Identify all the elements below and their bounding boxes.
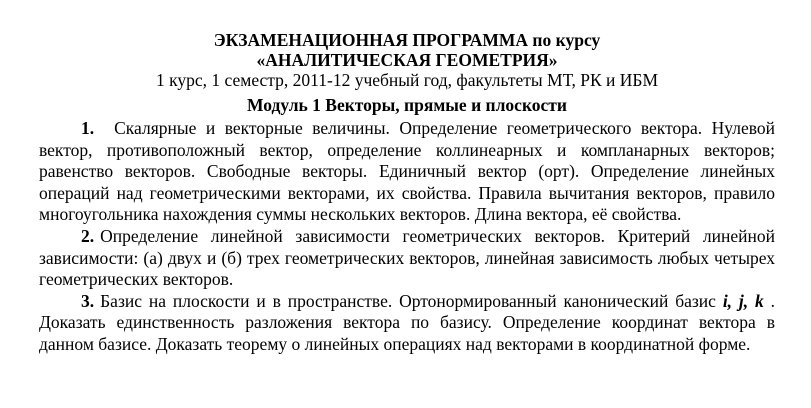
item-number-2: 2. — [81, 225, 95, 246]
item-text-3-after: . Доказать единственность разложения вектора по базису. Определение координат вектора в данном базисе. Доказать теорему о линейных операциях над векторами в координатной форме. — [39, 290, 776, 354]
document-title-line-2: «АНАЛИТИЧЕСКАЯ ГЕОМЕТРИЯ» — [256, 50, 558, 70]
item-text-3-before: Базис на плоскости и в пространстве. Ортонормированный канонический базис — [100, 290, 716, 311]
module-heading: Модуль 1 Векторы, прямые и плоскости — [247, 95, 567, 115]
basis-vectors: i, j, k — [722, 290, 764, 311]
item-number-3: 3. — [81, 290, 95, 311]
document-title-line-1: ЭКЗАМЕНАЦИОННАЯ ПРОГРАММА по курсу — [213, 30, 601, 50]
item-text-2: Определение линейной зависимости геометрических векторов. Критерий линейной зависимости: (а) двух и (б) трех геометрических векторов, линейная зависимость любых четырех геометрических векторов. — [39, 225, 775, 290]
list-item-3 — [39, 291, 775, 356]
document-subtitle: 1 курс, 1 семестр, 2011-12 учебный год, факультеты МТ, РК и ИБМ — [155, 70, 659, 90]
item-text-1: Скалярные и векторные величины. Определение геометрического вектора. Нулевой вектор, противоположный вектор, определение коллинеарных и компланарных векторов; равенство векторов. Свободные векторы. Единичный вектор (орт). Определение линейных операций над геометрическими векторами, их свойства. Правила вычитания векторов, правило многоугольника нахождения суммы нескольких векторов. Длина вектора, её свойства. — [39, 118, 775, 225]
document-page — [39, 30, 775, 356]
item-number-1: 1. — [81, 118, 95, 138]
list-item-1 — [39, 118, 775, 226]
list-item-2 — [39, 226, 775, 291]
